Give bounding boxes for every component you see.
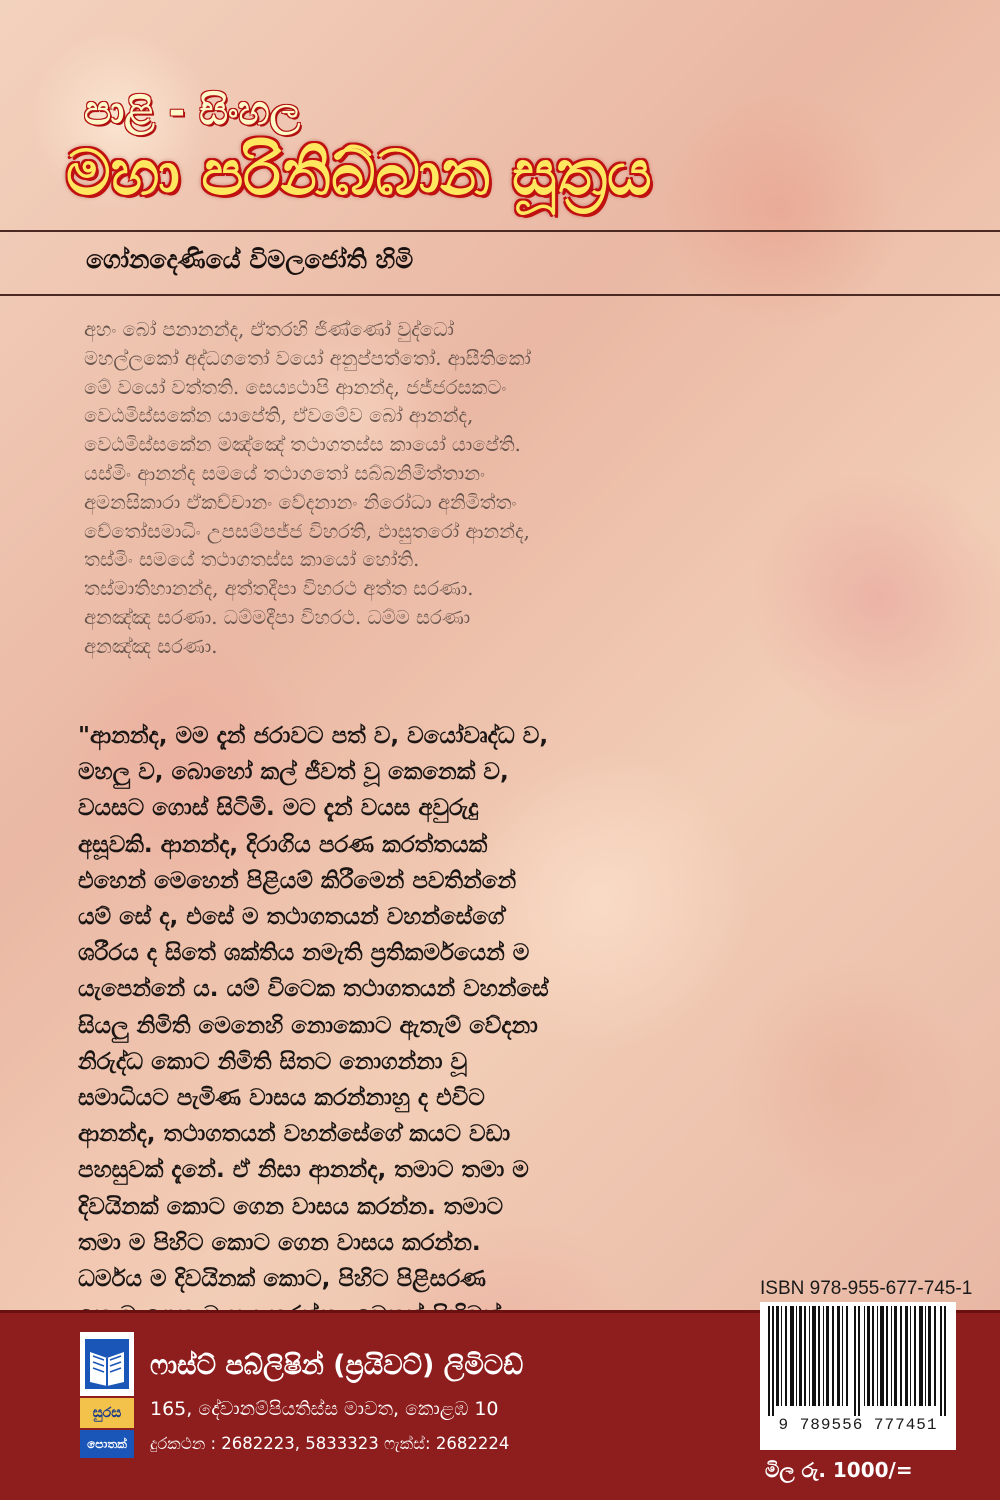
- pali-line: වෙඨමිස්සකේන යාපේති, ඒවමේව බෝ ආනන්ද,: [84, 404, 474, 428]
- publisher-name: ෆාස්ට් පබ්ලිෂින් (ප්‍රයිවට්) ලිමිටඩ්: [150, 1350, 524, 1381]
- pali-line: තස්මිං සමයේ තථාගතස්ස කායෝ හෝති.: [84, 548, 420, 572]
- barcode: [760, 1302, 956, 1450]
- publisher-logo: [80, 1332, 134, 1460]
- barcode-digits: 9 789556 777451: [778, 1416, 938, 1434]
- subtitle: පාළි - සිංහල: [84, 88, 301, 134]
- quote-line: සමාධියට පැමිණ වාසය කරන්නාහු ද එවිට: [78, 1085, 485, 1112]
- author-name: ගෝනදෙණියේ විමලජෝති හිමි: [86, 245, 414, 274]
- logo-text-top: සුරස: [80, 1398, 134, 1428]
- isbn-label: ISBN 978-955-677-745-1: [760, 1278, 973, 1299]
- publisher-address: 165, දේවානම්පියතිස්ස මාවත, කොළඹ 10: [150, 1398, 499, 1420]
- pali-line: මහල්ලකෝ අද්ධගතෝ වයෝ අනුප්පත්තෝ. ආසීතිකෝ: [84, 346, 531, 370]
- logo-emblem: [80, 1332, 134, 1396]
- quote-line: වයසට ගොස් සිටිමි. මට දැන් වයස අවුරුදු: [78, 795, 479, 822]
- logo-text-bottom: පොතක්: [80, 1430, 134, 1458]
- pali-line: යස්මිං ආනන්ද සමයේ තථාගතෝ සබ්බනිමිත්තානං: [84, 461, 486, 485]
- pali-line: තස්මාතිහානන්ද, අත්තදීපා විහරථ අත්ත සරණා.: [84, 577, 474, 601]
- quote-line: දිවයිනක් කොට ගෙන වාසය කරන්න. තමාට: [78, 1193, 504, 1220]
- book-title: මහා පරිනිබ්බාන සූත්‍රය: [66, 136, 652, 209]
- divider-top: [0, 230, 1000, 232]
- pali-line: වෙඨමිස්සකේන මඤ්ඤේ තථාගතස්ස කායෝ යාපේති.: [84, 433, 521, 457]
- sinhala-quote: [78, 718, 678, 1370]
- open-book-icon: [84, 1338, 130, 1390]
- pali-line: අමනසිකාරා ඒකච්චානං වේදනානං නිරෝධා අනිමිත්තං: [84, 490, 517, 514]
- price-label: මිල රු. 1000/=: [765, 1458, 913, 1482]
- pali-line: අහං බෝ පනානන්ද, ඒතරහි ජිණ්ණෝ වුද්ධෝ: [84, 318, 454, 341]
- quote-line: ධර්මය ම දිවයිනක් කොට, පිහිට පිළිසරණ: [78, 1266, 486, 1293]
- divider-bottom: [0, 294, 1000, 296]
- quote-line: ආනන්ද, තථාගතයන් වහන්සේගේ කයට වඩා: [78, 1121, 511, 1148]
- quote-line: තමා ම පිහිට කොට ගෙන වාසය කරන්න.: [78, 1229, 481, 1256]
- quote-line: මහලු ව, බොහෝ කල් ජීවත් වූ කෙනෙක් ව,: [78, 759, 509, 786]
- pali-line: අනඤ්ඤ සරණා. ධම්මදීපා විහරථ. ධම්ම සරණා: [84, 605, 471, 629]
- pali-line: මේ වයෝ වත්තති. සෙය්‍යථාපි ආනන්ද, ජජ්ජරසකටං: [84, 375, 507, 399]
- quote-line: යැපෙන්නේ ය. යම් විටෙක තථාගතයන් වහන්සේ: [78, 976, 549, 1003]
- quote-line: යම් සේ ද, එසේ ම තථාගතයන් වහන්සේගේ: [78, 904, 505, 931]
- pali-line: අනඤ්ඤ සරණා.: [84, 634, 218, 658]
- quote-line: සියලු නිමිති මෙනෙහි නොකොට ඇතැම් වේදනා: [78, 1012, 538, 1039]
- quote-line: පහසුවක් දැනේ. ඒ නිසා ආනන්ද, තමාට තමා ම: [78, 1157, 529, 1184]
- quote-line: එහෙන් මෙහෙන් පිළියම් කිරීමෙන් පවතින්නේ: [78, 867, 517, 894]
- pali-passage: [84, 316, 644, 662]
- publisher-phone: දුරකථන : 2682223, 5833323 ෆැක්ස්: 2682224: [150, 1434, 510, 1453]
- barcode-bars: [766, 1306, 950, 1416]
- quote-line: ශරීරය ද සිතේ ශක්තිය නමැති ප්‍රතිකර්මයෙන් ම: [78, 940, 530, 967]
- quote-line: නිරුද්ධ කොට නිමිති සිතට නොගන්නා වූ: [78, 1048, 468, 1075]
- pali-line: චේතෝසමාධිං උපසම්පජ්ජ විහරති, ඵාසුතරෝ ආනන්ද,: [84, 519, 530, 543]
- quote-line: අසූවකි. ආනන්ද, දිරාගිය පරණ කරත්තයක්: [78, 831, 488, 858]
- quote-line: "ආනන්ද, මම දැන් ජරාවට පත් ව, වයෝවෘද්ධ ව,: [78, 723, 549, 749]
